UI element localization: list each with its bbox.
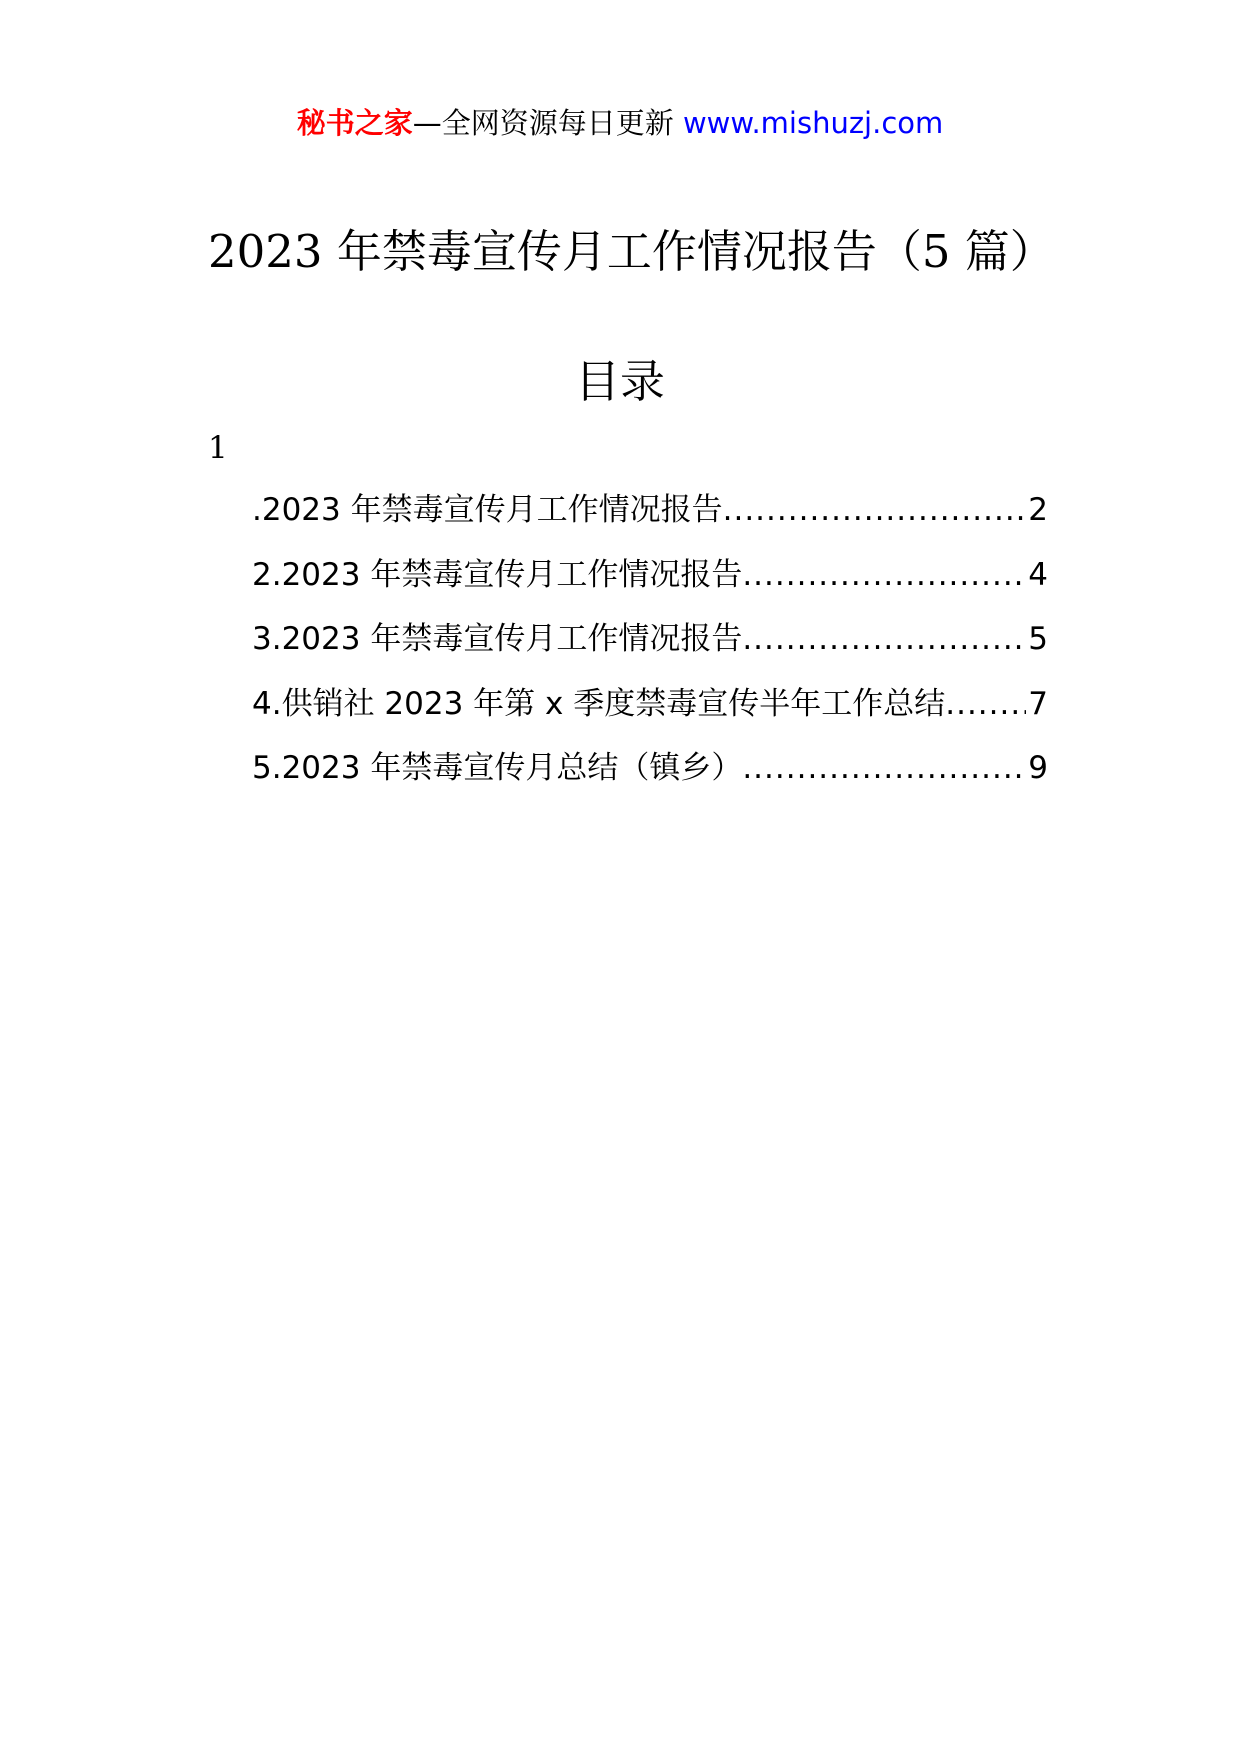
- toc-entry[interactable]: [252, 617, 1048, 682]
- site-brand: 秘书之家: [296, 106, 413, 140]
- site-url-link[interactable]: www.mishuzj.com: [682, 106, 944, 140]
- page-number-marker: 1: [208, 430, 228, 466]
- toc-entry[interactable]: [252, 746, 1048, 811]
- toc-heading: 目录: [574, 355, 665, 408]
- toc-entry[interactable]: [252, 682, 1048, 747]
- toc-entry[interactable]: [252, 488, 1048, 553]
- toc-dot-leader: [742, 553, 1026, 597]
- toc-entry-page: 5: [1028, 621, 1048, 657]
- toc-entry-title: 4.供销社 2023 年第 x 季度禁毒宣传半年工作总结: [252, 685, 946, 722]
- toc-entry-page: 4: [1028, 556, 1048, 593]
- toc-dot-leader: [945, 682, 1026, 726]
- toc-entry-title: 2.2023 年禁毒宣传月工作情况报告: [252, 556, 743, 593]
- toc-entry-title: .2023 年禁毒宣传月工作情况报告: [252, 492, 723, 528]
- toc-dot-leader: [723, 488, 1027, 532]
- document-title: 2023 年禁毒宣传月工作情况报告（5 篇）: [208, 225, 1055, 278]
- toc-dot-leader: [742, 617, 1026, 661]
- toc-entry-page: 7: [1028, 685, 1048, 722]
- toc-entry-page: 9: [1028, 750, 1048, 786]
- site-header: [0, 100, 1240, 146]
- table-of-contents: [252, 488, 1048, 811]
- site-tagline: —全网资源每日更新: [412, 106, 674, 140]
- toc-entry-title: 3.2023 年禁毒宣传月工作情况报告: [252, 621, 743, 657]
- toc-entry[interactable]: [252, 553, 1048, 618]
- toc-entry-title: 5.2023 年禁毒宣传月总结（镇乡）: [252, 750, 743, 786]
- toc-dot-leader: [742, 746, 1026, 790]
- toc-entry-page: 2: [1028, 492, 1048, 528]
